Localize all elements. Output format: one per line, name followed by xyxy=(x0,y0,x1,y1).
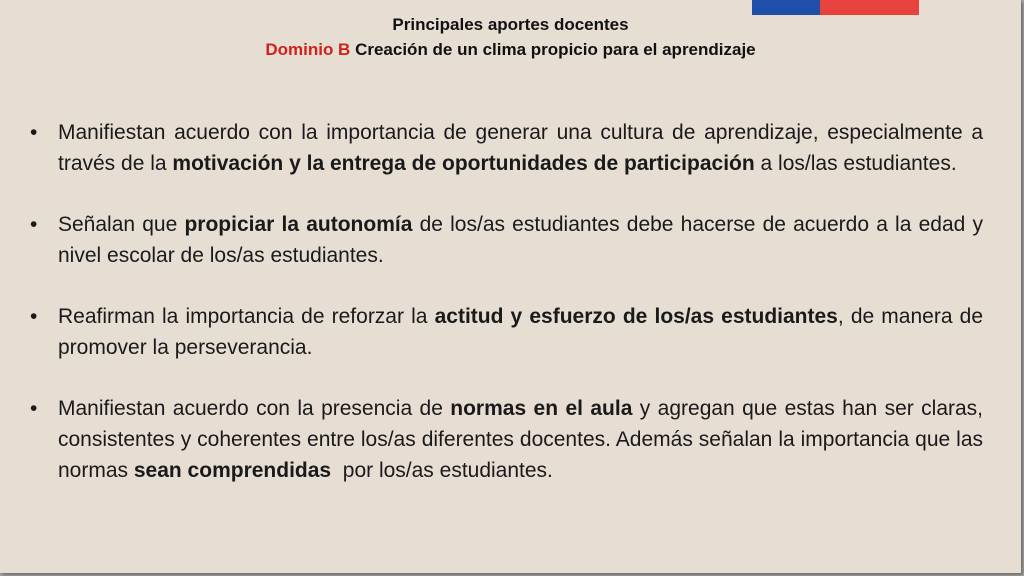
bullet-list xyxy=(30,118,983,517)
bullet-text: por los/as estudiantes. xyxy=(331,458,553,482)
bullet-text: Reafirman la importancia de reforzar la xyxy=(58,305,435,329)
slide-title: Principales aportes docentes xyxy=(392,15,629,34)
bullet-text: a los/las estudiantes. xyxy=(754,151,957,175)
bullet-item xyxy=(30,118,983,179)
bullet-item xyxy=(30,210,983,271)
slide-subtitle xyxy=(0,37,1021,62)
bullet-emphasis: sean comprendidas xyxy=(133,458,332,482)
bullet-text: de los/as estudiantes debe hacerse de acuerdo a la edad y nivel escolar de los/as estudiantes. xyxy=(58,213,983,267)
bullet-item xyxy=(30,394,983,486)
bullet-text: Manifiestan acuerdo con la importancia de generar una cultura de aprendizaje, especialmente a través de la xyxy=(58,121,983,175)
bullet-text: Manifiestan acuerdo con la presencia de xyxy=(58,397,451,421)
bullet-text: y agregan que estas han ser claras, consistentes y coherentes entre los/as diferentes docentes. Además señalan la importancia que las normas xyxy=(58,397,984,482)
bullet-emphasis: actitud y esfuerzo de los/as estudiantes xyxy=(434,305,838,329)
bullet-item xyxy=(30,302,983,363)
domain-label: Dominio B xyxy=(265,40,351,59)
bullet-emphasis: motivación y la entrega de oportunidades de participación xyxy=(172,151,755,175)
bullet-text: Señalan que xyxy=(58,213,185,237)
bullet-emphasis: normas en el aula xyxy=(450,397,633,421)
bullet-emphasis: propiciar la autonomía xyxy=(184,213,413,237)
bullet-text: , de manera de promover la perseverancia. xyxy=(58,305,983,359)
slide-heading xyxy=(0,12,1021,62)
domain-text: Creación de un clima propicio para el aprendizaje xyxy=(355,40,756,59)
